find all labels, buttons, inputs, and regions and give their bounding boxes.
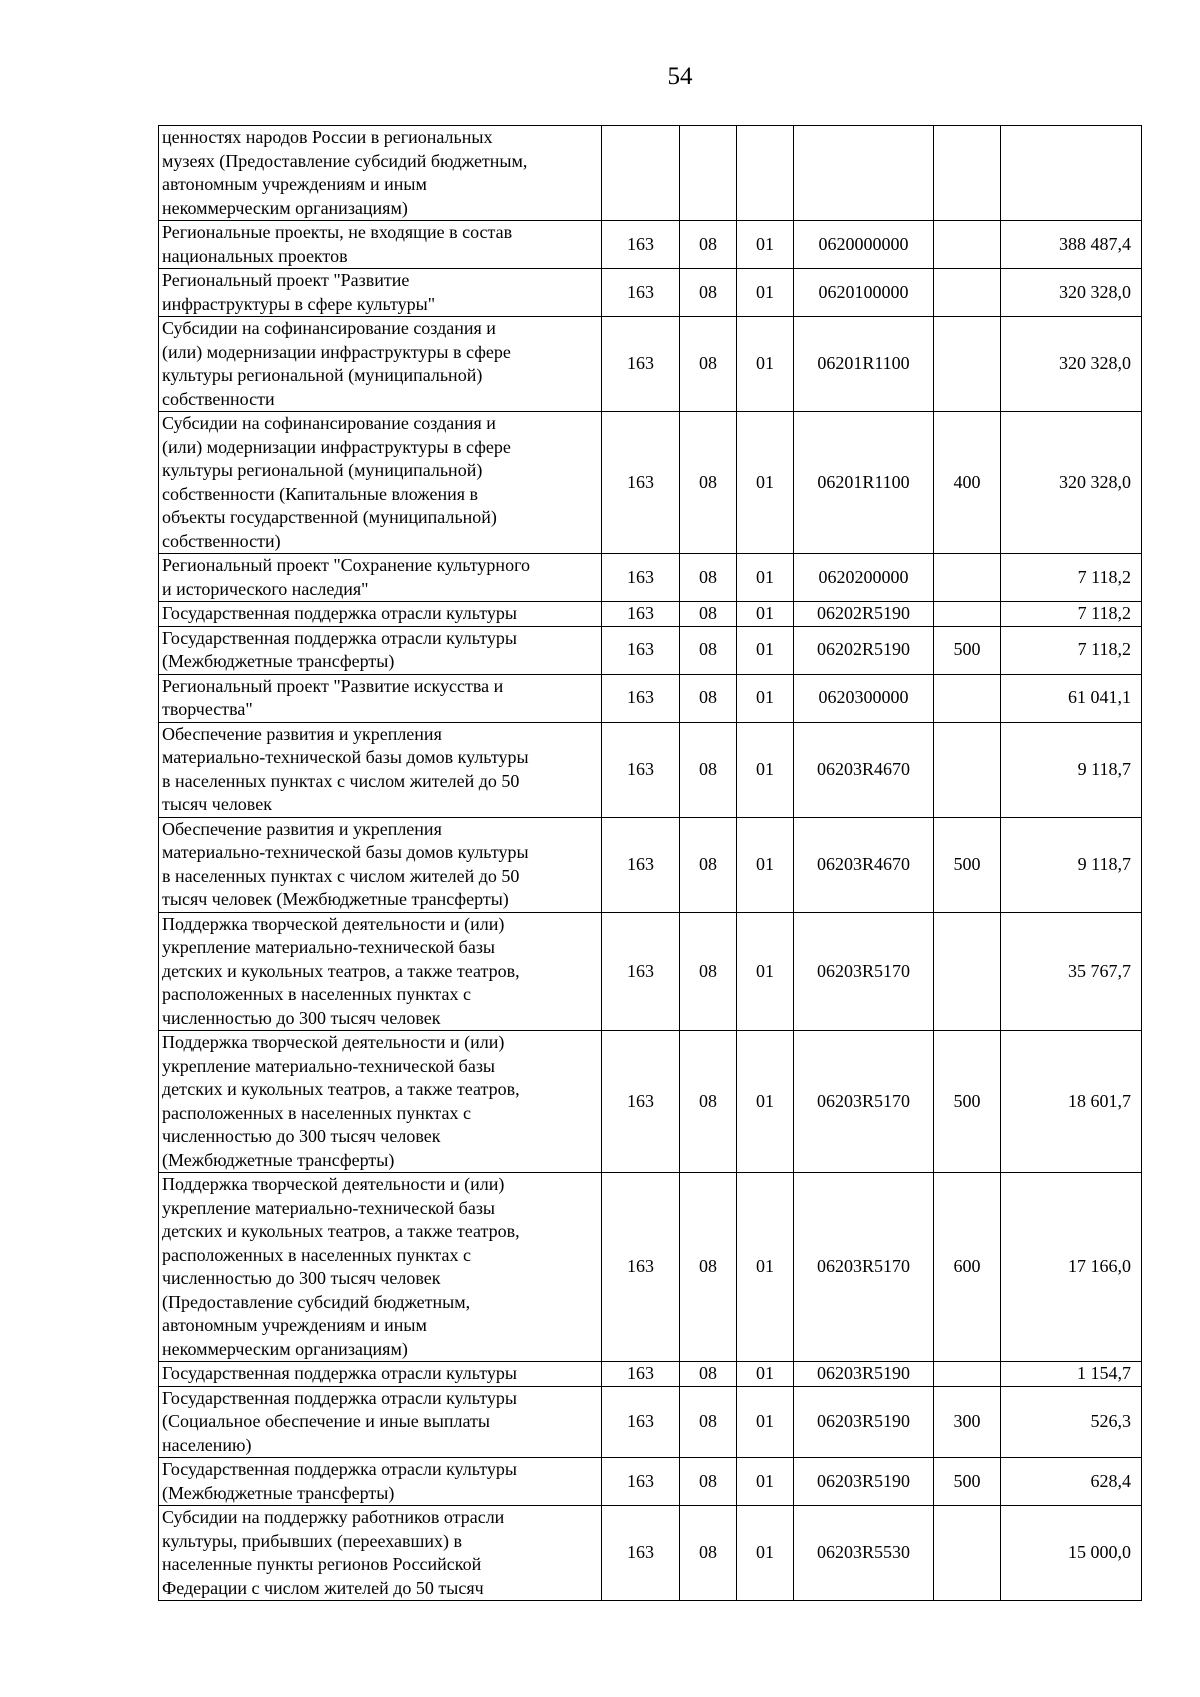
section-code-cell: 08 bbox=[680, 674, 737, 722]
item-name-cell bbox=[159, 1506, 602, 1601]
item-name-line: Государственная поддержка отрасли культуры bbox=[162, 603, 517, 623]
ministry-code-cell: 163 bbox=[602, 1031, 680, 1173]
item-name-cell bbox=[159, 126, 602, 221]
table-row bbox=[159, 1031, 1142, 1173]
table-row bbox=[159, 554, 1142, 602]
ministry-code-cell: 163 bbox=[602, 1506, 680, 1601]
item-name-line: культуры региональной (муниципальной) bbox=[162, 365, 483, 385]
item-name-line: (Межбюджетные трансферты) bbox=[162, 1149, 395, 1170]
ministry-code-cell: 163 bbox=[602, 626, 680, 674]
subsection-code-cell: 01 bbox=[737, 221, 794, 269]
ministry-code-cell: 163 bbox=[602, 1173, 680, 1362]
item-name-line: (или) модернизации инфраструктуры в сфере bbox=[162, 436, 511, 457]
table-row bbox=[159, 817, 1142, 912]
item-name-cell bbox=[159, 1458, 602, 1506]
item-name-line: укрепление материально-технической базы bbox=[162, 1055, 496, 1076]
target-article-cell: 06203R5530 bbox=[794, 1506, 934, 1601]
section-code-cell: 08 bbox=[680, 269, 737, 317]
section-code-cell: 08 bbox=[680, 221, 737, 269]
amount-cell: 526,3 bbox=[1001, 1386, 1142, 1458]
item-name-line: Субсидии на софинансирование создания и bbox=[162, 318, 496, 338]
section-code-cell: 08 bbox=[680, 912, 737, 1031]
section-code-cell: 08 bbox=[680, 1031, 737, 1173]
item-name-cell bbox=[159, 317, 602, 412]
section-code-cell: 08 bbox=[680, 1173, 737, 1362]
subsection-code-cell: 01 bbox=[737, 412, 794, 554]
item-name-cell bbox=[159, 674, 602, 722]
ministry-code-cell: 163 bbox=[602, 722, 680, 817]
item-name-line: культуры региональной (муниципальной) bbox=[162, 460, 483, 480]
item-name-line: музеях (Предоставление субсидий бюджетным, bbox=[162, 150, 528, 171]
subsection-code-cell: 01 bbox=[737, 1362, 794, 1387]
section-code-cell: 08 bbox=[680, 626, 737, 674]
target-article-cell: 06201R1100 bbox=[794, 317, 934, 412]
item-name-line: Субсидии на поддержку работников отрасли bbox=[162, 1507, 505, 1527]
table-row bbox=[159, 221, 1142, 269]
section-code-cell: 08 bbox=[680, 817, 737, 912]
budget-table bbox=[158, 125, 1142, 1601]
item-name-cell bbox=[159, 912, 602, 1031]
item-name-line: укрепление материально-технической базы bbox=[162, 1197, 496, 1218]
section-code-cell: 08 bbox=[680, 1458, 737, 1506]
expense-type-cell: 500 bbox=[934, 1458, 1001, 1506]
ministry-code-cell: 163 bbox=[602, 1386, 680, 1458]
item-name-line: (Межбюджетные трансферты) bbox=[162, 1482, 395, 1503]
expense-type-cell bbox=[934, 1506, 1001, 1601]
amount-cell: 9 118,7 bbox=[1001, 722, 1142, 817]
table-row bbox=[159, 126, 1142, 221]
target-article-cell: 06203R5170 bbox=[794, 1031, 934, 1173]
amount-cell: 628,4 bbox=[1001, 1458, 1142, 1506]
subsection-code-cell: 01 bbox=[737, 722, 794, 817]
amount-cell: 7 118,2 bbox=[1001, 602, 1142, 627]
item-name-line: Поддержка творческой деятельности и (или) bbox=[162, 913, 505, 934]
table-row bbox=[159, 317, 1142, 412]
item-name-cell bbox=[159, 722, 602, 817]
expense-type-cell bbox=[934, 269, 1001, 317]
target-article-cell: 06203R4670 bbox=[794, 722, 934, 817]
table-row bbox=[159, 674, 1142, 722]
item-name-line: Региональный проект "Развитие искусства и bbox=[162, 675, 504, 696]
table-row bbox=[159, 912, 1142, 1031]
item-name-line: (Предоставление субсидий бюджетным, bbox=[162, 1291, 471, 1312]
item-name-line: Субсидии на софинансирование создания и bbox=[162, 413, 496, 433]
table-row bbox=[159, 1458, 1142, 1506]
item-name-line: творчества" bbox=[162, 699, 253, 719]
amount-cell: 35 767,7 bbox=[1001, 912, 1142, 1031]
section-code-cell: 08 bbox=[680, 554, 737, 602]
subsection-code-cell: 01 bbox=[737, 1031, 794, 1173]
item-name-line: национальных проектов bbox=[162, 245, 348, 266]
target-article-cell: 0620100000 bbox=[794, 269, 934, 317]
item-name-line: численностью до 300 тысяч человек bbox=[162, 1268, 441, 1288]
ministry-code-cell: 163 bbox=[602, 269, 680, 317]
table-row bbox=[159, 1362, 1142, 1387]
amount-cell bbox=[1001, 126, 1142, 221]
item-name-line: населенные пункты регионов Российской bbox=[162, 1554, 482, 1574]
target-article-cell: 06203R4670 bbox=[794, 817, 934, 912]
section-code-cell: 08 bbox=[680, 1506, 737, 1601]
item-name-cell bbox=[159, 817, 602, 912]
item-name-cell bbox=[159, 1031, 602, 1173]
amount-cell: 7 118,2 bbox=[1001, 554, 1142, 602]
ministry-code-cell: 163 bbox=[602, 1458, 680, 1506]
item-name-line: некоммерческим организациям) bbox=[162, 1338, 408, 1359]
page-number: 54 bbox=[667, 63, 693, 90]
table-row bbox=[159, 1386, 1142, 1458]
section-code-cell: 08 bbox=[680, 1386, 737, 1458]
item-name-line: укрепление материально-технической базы bbox=[162, 937, 496, 957]
item-name-cell bbox=[159, 554, 602, 602]
target-article-cell: 06202R5190 bbox=[794, 602, 934, 627]
item-name-line: Государственная поддержка отрасли культуры bbox=[162, 627, 517, 648]
item-name-line: Региональные проекты, не входящие в состав bbox=[162, 222, 513, 242]
section-code-cell: 08 bbox=[680, 1362, 737, 1387]
item-name-line: в населенных пунктах с числом жителей до 50 bbox=[162, 865, 520, 886]
item-name-line: (Межбюджетные трансферты) bbox=[162, 651, 395, 671]
ministry-code-cell: 163 bbox=[602, 554, 680, 602]
expense-type-cell: 400 bbox=[934, 412, 1001, 554]
item-name-line: собственности) bbox=[162, 530, 281, 551]
table-row bbox=[159, 1173, 1142, 1362]
amount-cell: 1 154,7 bbox=[1001, 1362, 1142, 1387]
subsection-code-cell: 01 bbox=[737, 1458, 794, 1506]
amount-cell: 15 000,0 bbox=[1001, 1506, 1142, 1601]
item-name-line: культуры, прибывших (переехавших) в bbox=[162, 1530, 463, 1551]
expense-type-cell: 500 bbox=[934, 1031, 1001, 1173]
item-name-line: Государственная поддержка отрасли культуры bbox=[162, 1387, 517, 1408]
ministry-code-cell: 163 bbox=[602, 817, 680, 912]
expense-type-cell: 500 bbox=[934, 626, 1001, 674]
expense-type-cell: 300 bbox=[934, 1386, 1001, 1458]
subsection-code-cell: 01 bbox=[737, 602, 794, 627]
item-name-line: расположенных в населенных пунктах с bbox=[162, 1244, 471, 1265]
amount-cell: 7 118,2 bbox=[1001, 626, 1142, 674]
item-name-line: расположенных в населенных пунктах с bbox=[162, 984, 471, 1004]
item-name-line: (или) модернизации инфраструктуры в сфере bbox=[162, 341, 511, 362]
target-article-cell: 06203R5190 bbox=[794, 1362, 934, 1387]
table-row bbox=[159, 602, 1142, 627]
table-row bbox=[159, 269, 1142, 317]
item-name-line: детских и кукольных театров, а также театров, bbox=[162, 1221, 520, 1241]
ministry-code-cell: 163 bbox=[602, 317, 680, 412]
ministry-code-cell bbox=[602, 126, 680, 221]
item-name-line: ценностях народов России в региональных bbox=[162, 127, 493, 147]
subsection-code-cell: 01 bbox=[737, 912, 794, 1031]
section-code-cell bbox=[680, 126, 737, 221]
item-name-cell bbox=[159, 602, 602, 627]
item-name-line: Государственная поддержка отрасли культуры bbox=[162, 1363, 517, 1383]
item-name-cell bbox=[159, 626, 602, 674]
ministry-code-cell: 163 bbox=[602, 1362, 680, 1387]
item-name-line: некоммерческим организациям) bbox=[162, 197, 408, 218]
item-name-line: в населенных пунктах с числом жителей до 50 bbox=[162, 770, 520, 791]
section-code-cell: 08 bbox=[680, 602, 737, 627]
ministry-code-cell: 163 bbox=[602, 674, 680, 722]
target-article-cell: 06202R5190 bbox=[794, 626, 934, 674]
item-name-cell bbox=[159, 269, 602, 317]
ministry-code-cell: 163 bbox=[602, 412, 680, 554]
item-name-line: Поддержка творческой деятельности и (или) bbox=[162, 1174, 505, 1194]
ministry-code-cell: 163 bbox=[602, 602, 680, 627]
item-name-line: (Социальное обеспечение и иные выплаты bbox=[162, 1411, 490, 1431]
expense-type-cell: 600 bbox=[934, 1173, 1001, 1362]
item-name-cell bbox=[159, 221, 602, 269]
item-name-line: Федерации с числом жителей до 50 тысяч bbox=[162, 1577, 484, 1598]
item-name-line: населению) bbox=[162, 1434, 252, 1455]
subsection-code-cell: 01 bbox=[737, 1173, 794, 1362]
ministry-code-cell: 163 bbox=[602, 221, 680, 269]
table-body bbox=[159, 126, 1142, 1601]
item-name-cell bbox=[159, 1173, 602, 1362]
expense-type-cell bbox=[934, 221, 1001, 269]
subsection-code-cell: 01 bbox=[737, 674, 794, 722]
target-article-cell: 06201R1100 bbox=[794, 412, 934, 554]
subsection-code-cell: 01 bbox=[737, 626, 794, 674]
item-name-line: собственности bbox=[162, 388, 275, 409]
expense-type-cell bbox=[934, 912, 1001, 1031]
item-name-line: Поддержка творческой деятельности и (или) bbox=[162, 1032, 505, 1052]
item-name-line: и исторического наследия" bbox=[162, 578, 369, 599]
target-article-cell: 0620000000 bbox=[794, 221, 934, 269]
expense-type-cell: 500 bbox=[934, 817, 1001, 912]
section-code-cell: 08 bbox=[680, 317, 737, 412]
table-row bbox=[159, 412, 1142, 554]
amount-cell: 17 166,0 bbox=[1001, 1173, 1142, 1362]
table-row bbox=[159, 1506, 1142, 1601]
expense-type-cell bbox=[934, 554, 1001, 602]
item-name-cell bbox=[159, 1386, 602, 1458]
item-name-line: детских и кукольных театров, а также театров, bbox=[162, 960, 520, 981]
subsection-code-cell: 01 bbox=[737, 554, 794, 602]
ministry-code-cell: 163 bbox=[602, 912, 680, 1031]
item-name-line: численностью до 300 тысяч человек bbox=[162, 1126, 441, 1146]
item-name-line: тысяч человек (Межбюджетные трансферты) bbox=[162, 889, 509, 909]
item-name-line: Государственная поддержка отрасли культуры bbox=[162, 1459, 517, 1479]
amount-cell: 61 041,1 bbox=[1001, 674, 1142, 722]
item-name-line: автономным учреждениям и иным bbox=[162, 1315, 427, 1335]
item-name-line: тысяч человек bbox=[162, 794, 272, 814]
expense-type-cell bbox=[934, 126, 1001, 221]
item-name-line: материально-технической базы домов культуры bbox=[162, 747, 529, 767]
item-name-line: Региональный проект "Развитие bbox=[162, 270, 410, 290]
amount-cell: 18 601,7 bbox=[1001, 1031, 1142, 1173]
item-name-line: инфраструктуры в сфере культуры" bbox=[162, 293, 436, 314]
item-name-cell bbox=[159, 412, 602, 554]
item-name-line: собственности (Капитальные вложения в bbox=[162, 483, 479, 504]
expense-type-cell bbox=[934, 317, 1001, 412]
subsection-code-cell: 01 bbox=[737, 1386, 794, 1458]
item-name-line: объекты государственной (муниципальной) bbox=[162, 507, 497, 527]
subsection-code-cell: 01 bbox=[737, 817, 794, 912]
amount-cell: 320 328,0 bbox=[1001, 269, 1142, 317]
target-article-cell: 06203R5170 bbox=[794, 1173, 934, 1362]
expense-type-cell bbox=[934, 602, 1001, 627]
amount-cell: 320 328,0 bbox=[1001, 412, 1142, 554]
item-name-line: материально-технической базы домов культуры bbox=[162, 842, 529, 862]
item-name-line: Обеспечение развития и укрепления bbox=[162, 723, 442, 744]
expense-type-cell bbox=[934, 1362, 1001, 1387]
expense-type-cell bbox=[934, 722, 1001, 817]
table-row bbox=[159, 722, 1142, 817]
item-name-line: численностью до 300 тысяч человек bbox=[162, 1007, 441, 1028]
subsection-code-cell: 01 bbox=[737, 317, 794, 412]
table-row bbox=[159, 626, 1142, 674]
item-name-line: расположенных в населенных пунктах с bbox=[162, 1102, 471, 1123]
section-code-cell: 08 bbox=[680, 722, 737, 817]
target-article-cell: 0620300000 bbox=[794, 674, 934, 722]
item-name-line: Обеспечение развития и укрепления bbox=[162, 818, 442, 839]
target-article-cell: 06203R5190 bbox=[794, 1386, 934, 1458]
item-name-line: автономным учреждениям и иным bbox=[162, 174, 427, 194]
item-name-line: детских и кукольных театров, а также театров, bbox=[162, 1079, 520, 1099]
item-name-cell bbox=[159, 1362, 602, 1387]
target-article-cell: 0620200000 bbox=[794, 554, 934, 602]
subsection-code-cell bbox=[737, 126, 794, 221]
amount-cell: 388 487,4 bbox=[1001, 221, 1142, 269]
subsection-code-cell: 01 bbox=[737, 1506, 794, 1601]
target-article-cell: 06203R5190 bbox=[794, 1458, 934, 1506]
section-code-cell: 08 bbox=[680, 412, 737, 554]
target-article-cell: 06203R5170 bbox=[794, 912, 934, 1031]
expense-type-cell bbox=[934, 674, 1001, 722]
item-name-line: Региональный проект "Сохранение культурного bbox=[162, 555, 530, 575]
amount-cell: 9 118,7 bbox=[1001, 817, 1142, 912]
amount-cell: 320 328,0 bbox=[1001, 317, 1142, 412]
target-article-cell bbox=[794, 126, 934, 221]
subsection-code-cell: 01 bbox=[737, 269, 794, 317]
